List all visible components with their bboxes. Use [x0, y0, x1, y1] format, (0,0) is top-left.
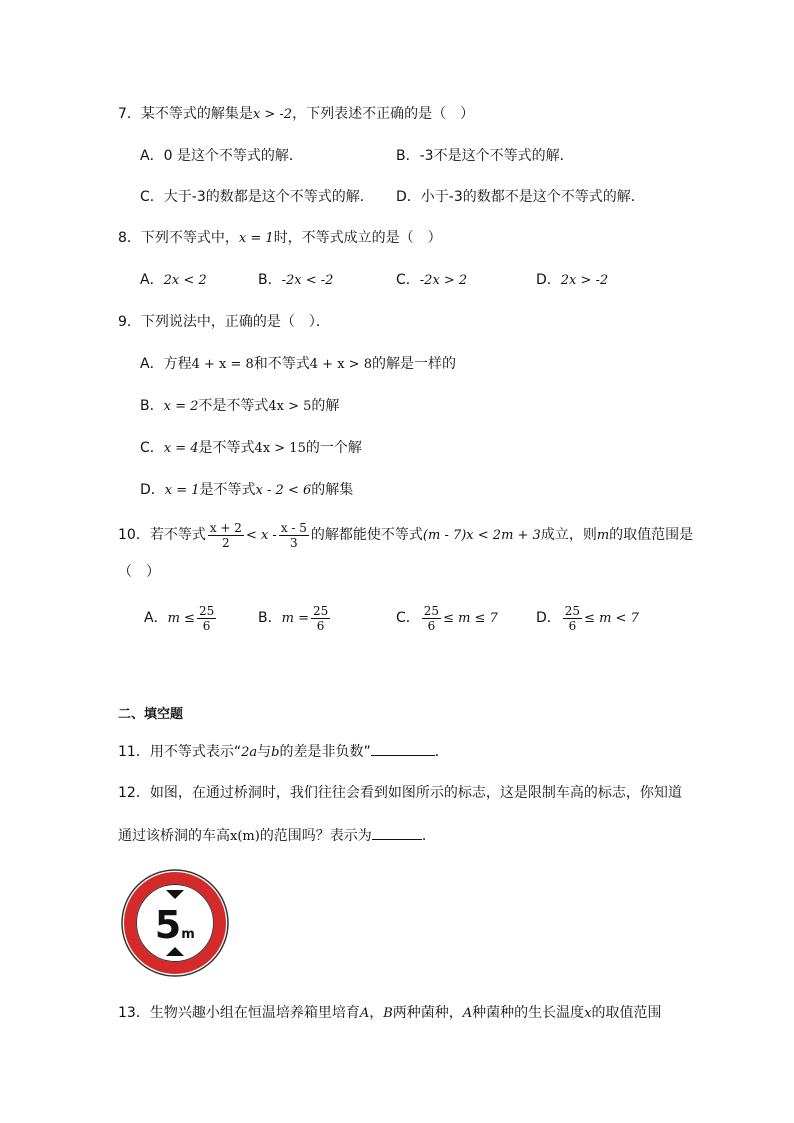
stem-text: ． — [434, 744, 449, 760]
fraction-denominator: 6 — [202, 618, 211, 633]
q8-option-d[interactable] — [536, 270, 608, 291]
q7-option-b[interactable] — [396, 146, 574, 166]
q10-option-b[interactable] — [258, 601, 332, 636]
q8-option-b[interactable] — [258, 270, 333, 291]
option-math: 4 + x > 8 — [309, 357, 372, 372]
fraction — [279, 521, 309, 550]
q10-option-a[interactable] — [144, 601, 218, 636]
question-number: 13． — [118, 1005, 150, 1021]
math-condition: x = 1 — [238, 231, 274, 246]
math-text: < x - — [245, 528, 277, 543]
option-math: 4x > 5 — [268, 399, 312, 414]
stem-text: 通过该桥洞的车高 — [118, 828, 230, 844]
math-text: x — [584, 1006, 592, 1021]
question-13-stem — [118, 1003, 662, 1024]
math-text: A — [359, 1006, 370, 1021]
math-condition: x > -2 — [252, 107, 293, 122]
option-text: 是不等式 — [199, 482, 256, 498]
option-math: -2x < -2 — [281, 273, 334, 288]
question-7-stem — [118, 104, 474, 125]
q9-option-a[interactable] — [140, 354, 456, 375]
option-letter: C． — [396, 272, 420, 288]
option-letter: B． — [258, 272, 282, 288]
question-9-stem — [118, 312, 330, 332]
fraction-numerator: x - 5 — [280, 520, 307, 535]
question-11-stem — [118, 741, 449, 763]
stem-text: ，下列表述不正确的是（ ） — [292, 106, 475, 122]
q10-option-c[interactable] — [396, 601, 498, 636]
question-number: 11． — [118, 744, 150, 760]
option-math: x - 2 < 6 — [255, 483, 312, 498]
option-text: 小于-3的数都不是这个不等式的解． — [420, 189, 645, 205]
stem-text: 时，不等式成立的是（ ） — [273, 230, 442, 246]
option-letter: A． — [140, 272, 164, 288]
fraction-numerator: x + 2 — [209, 520, 242, 535]
option-math: 4x > 15 — [254, 441, 306, 456]
option-text: 是不等式 — [198, 440, 255, 456]
question-number: 8． — [118, 230, 141, 246]
option-letter: A． — [140, 356, 164, 372]
stem-text: 某不等式的解集是 — [140, 106, 253, 122]
stem-text: 两种菌种， — [392, 1005, 463, 1021]
fraction-numerator: 25 — [312, 603, 329, 618]
option-math: 2x > -2 — [560, 273, 609, 288]
option-text: 大于-3的数都是这个不等式的解． — [163, 189, 374, 205]
option-math: 2x < 2 — [163, 273, 207, 288]
fraction-denominator: 6 — [316, 618, 325, 633]
option-letter: A． — [144, 610, 168, 626]
option-text: 不是不等式 — [198, 398, 269, 414]
fraction-numerator: 25 — [198, 603, 215, 618]
stem-text: 的解都能使不等式 — [310, 527, 423, 543]
math-text: (m - 7)x < 2m + 3 — [422, 528, 541, 543]
stem-text: 种菌种的生长温度 — [472, 1005, 585, 1021]
stem-text: ， — [369, 1005, 384, 1021]
fraction — [208, 521, 244, 550]
question-number: 10． — [118, 527, 150, 543]
option-text: -3不是这个不等式的解． — [419, 148, 574, 164]
stem-text: 生物兴趣小组在恒温培养箱里培育 — [149, 1005, 360, 1021]
question-8-stem — [118, 228, 442, 249]
fraction — [422, 604, 441, 633]
fraction-numerator: 25 — [564, 603, 581, 618]
fraction-denominator: 6 — [568, 618, 577, 633]
stem-text: 若不等式 — [149, 527, 206, 543]
option-math: 4 + x = 8 — [191, 357, 254, 372]
option-text: 的解集 — [311, 482, 354, 498]
option-math: x = 1 — [164, 483, 200, 498]
question-number: 12． — [118, 785, 150, 801]
math-text: b — [271, 745, 280, 760]
option-text: 方程 — [163, 356, 192, 372]
option-text: 和不等式 — [253, 356, 310, 372]
q9-option-d[interactable] — [140, 480, 353, 501]
fraction-denominator: 6 — [427, 618, 436, 633]
option-letter: C． — [396, 610, 420, 626]
question-10-bracket: （ ） — [118, 564, 160, 580]
option-letter: D． — [140, 482, 165, 498]
option-letter: C． — [140, 189, 164, 205]
q10-option-d[interactable] — [536, 601, 639, 636]
question-number: 9． — [118, 314, 141, 330]
math-text: x(m) — [230, 829, 260, 844]
math-text: B — [383, 1006, 393, 1021]
fraction-denominator: 2 — [222, 535, 230, 550]
option-math: ≤ m ≤ 7 — [443, 611, 498, 626]
stem-text: 与 — [257, 744, 272, 760]
fraction-denominator: 3 — [290, 535, 298, 550]
option-letter: A． — [140, 148, 164, 164]
q7-option-c[interactable] — [140, 187, 374, 207]
option-letter: B． — [396, 148, 420, 164]
option-math: ≤ m < 7 — [584, 611, 639, 626]
stem-text: 的范围吗？表示为 — [259, 828, 372, 844]
q7-option-a[interactable] — [140, 146, 303, 166]
stem-text: 的差是非负数” — [279, 744, 371, 760]
option-math: x = 4 — [163, 441, 199, 456]
sign-value: 5 — [154, 903, 182, 947]
option-math: m = — [281, 611, 309, 626]
question-10-stem — [118, 518, 693, 553]
fraction — [563, 604, 582, 633]
q9-option-b[interactable] — [140, 396, 339, 417]
stem-text: ． — [421, 828, 436, 844]
option-math: m ≤ — [167, 611, 195, 626]
stem-text: 下列说法中，正确的是（ ）． — [140, 314, 330, 330]
sign-unit: m — [181, 927, 195, 942]
height-limit-sign-icon — [120, 868, 230, 978]
option-letter: D． — [536, 610, 561, 626]
option-text: 的一个解 — [305, 440, 362, 456]
math-text: 2a — [241, 745, 258, 760]
option-letter: B． — [140, 398, 164, 414]
math-text: A — [462, 1006, 473, 1021]
stem-text: 成立，则 — [540, 527, 597, 543]
q8-option-a[interactable] — [140, 270, 207, 291]
option-math: x = 2 — [163, 399, 199, 414]
answer-blank[interactable] — [372, 825, 422, 840]
option-math: -2x > 2 — [419, 273, 468, 288]
option-text: 的解 — [311, 398, 340, 414]
option-letter: D． — [536, 272, 561, 288]
fraction-numerator: 25 — [423, 603, 440, 618]
answer-blank[interactable] — [371, 741, 435, 756]
fraction — [311, 604, 330, 633]
stem-text: 如图，在通过桥洞时，我们往往会看到如图所示的标志，这是限制车高的标志，你知道 — [149, 785, 682, 801]
stem-text: 的取值范围 — [591, 1005, 662, 1021]
section-heading: 二、填空题 — [118, 707, 184, 722]
question-12-line1 — [118, 783, 682, 803]
question-12-line2 — [118, 825, 436, 847]
fraction — [197, 604, 216, 633]
question-number: 7． — [118, 106, 141, 122]
option-text: 0 是这个不等式的解． — [163, 148, 303, 164]
option-letter: C． — [140, 440, 164, 456]
stem-text: 下列不等式中， — [140, 230, 239, 246]
q9-option-c[interactable] — [140, 438, 362, 459]
math-text: m — [596, 528, 610, 543]
option-text: 的解是一样的 — [371, 356, 456, 372]
stem-text: 用不等式表示“ — [149, 744, 242, 760]
q8-option-c[interactable] — [396, 270, 467, 291]
stem-text: 的取值范围是 — [609, 527, 694, 543]
q7-option-d[interactable] — [396, 187, 645, 207]
option-letter: B． — [258, 610, 282, 626]
option-letter: D． — [396, 189, 421, 205]
